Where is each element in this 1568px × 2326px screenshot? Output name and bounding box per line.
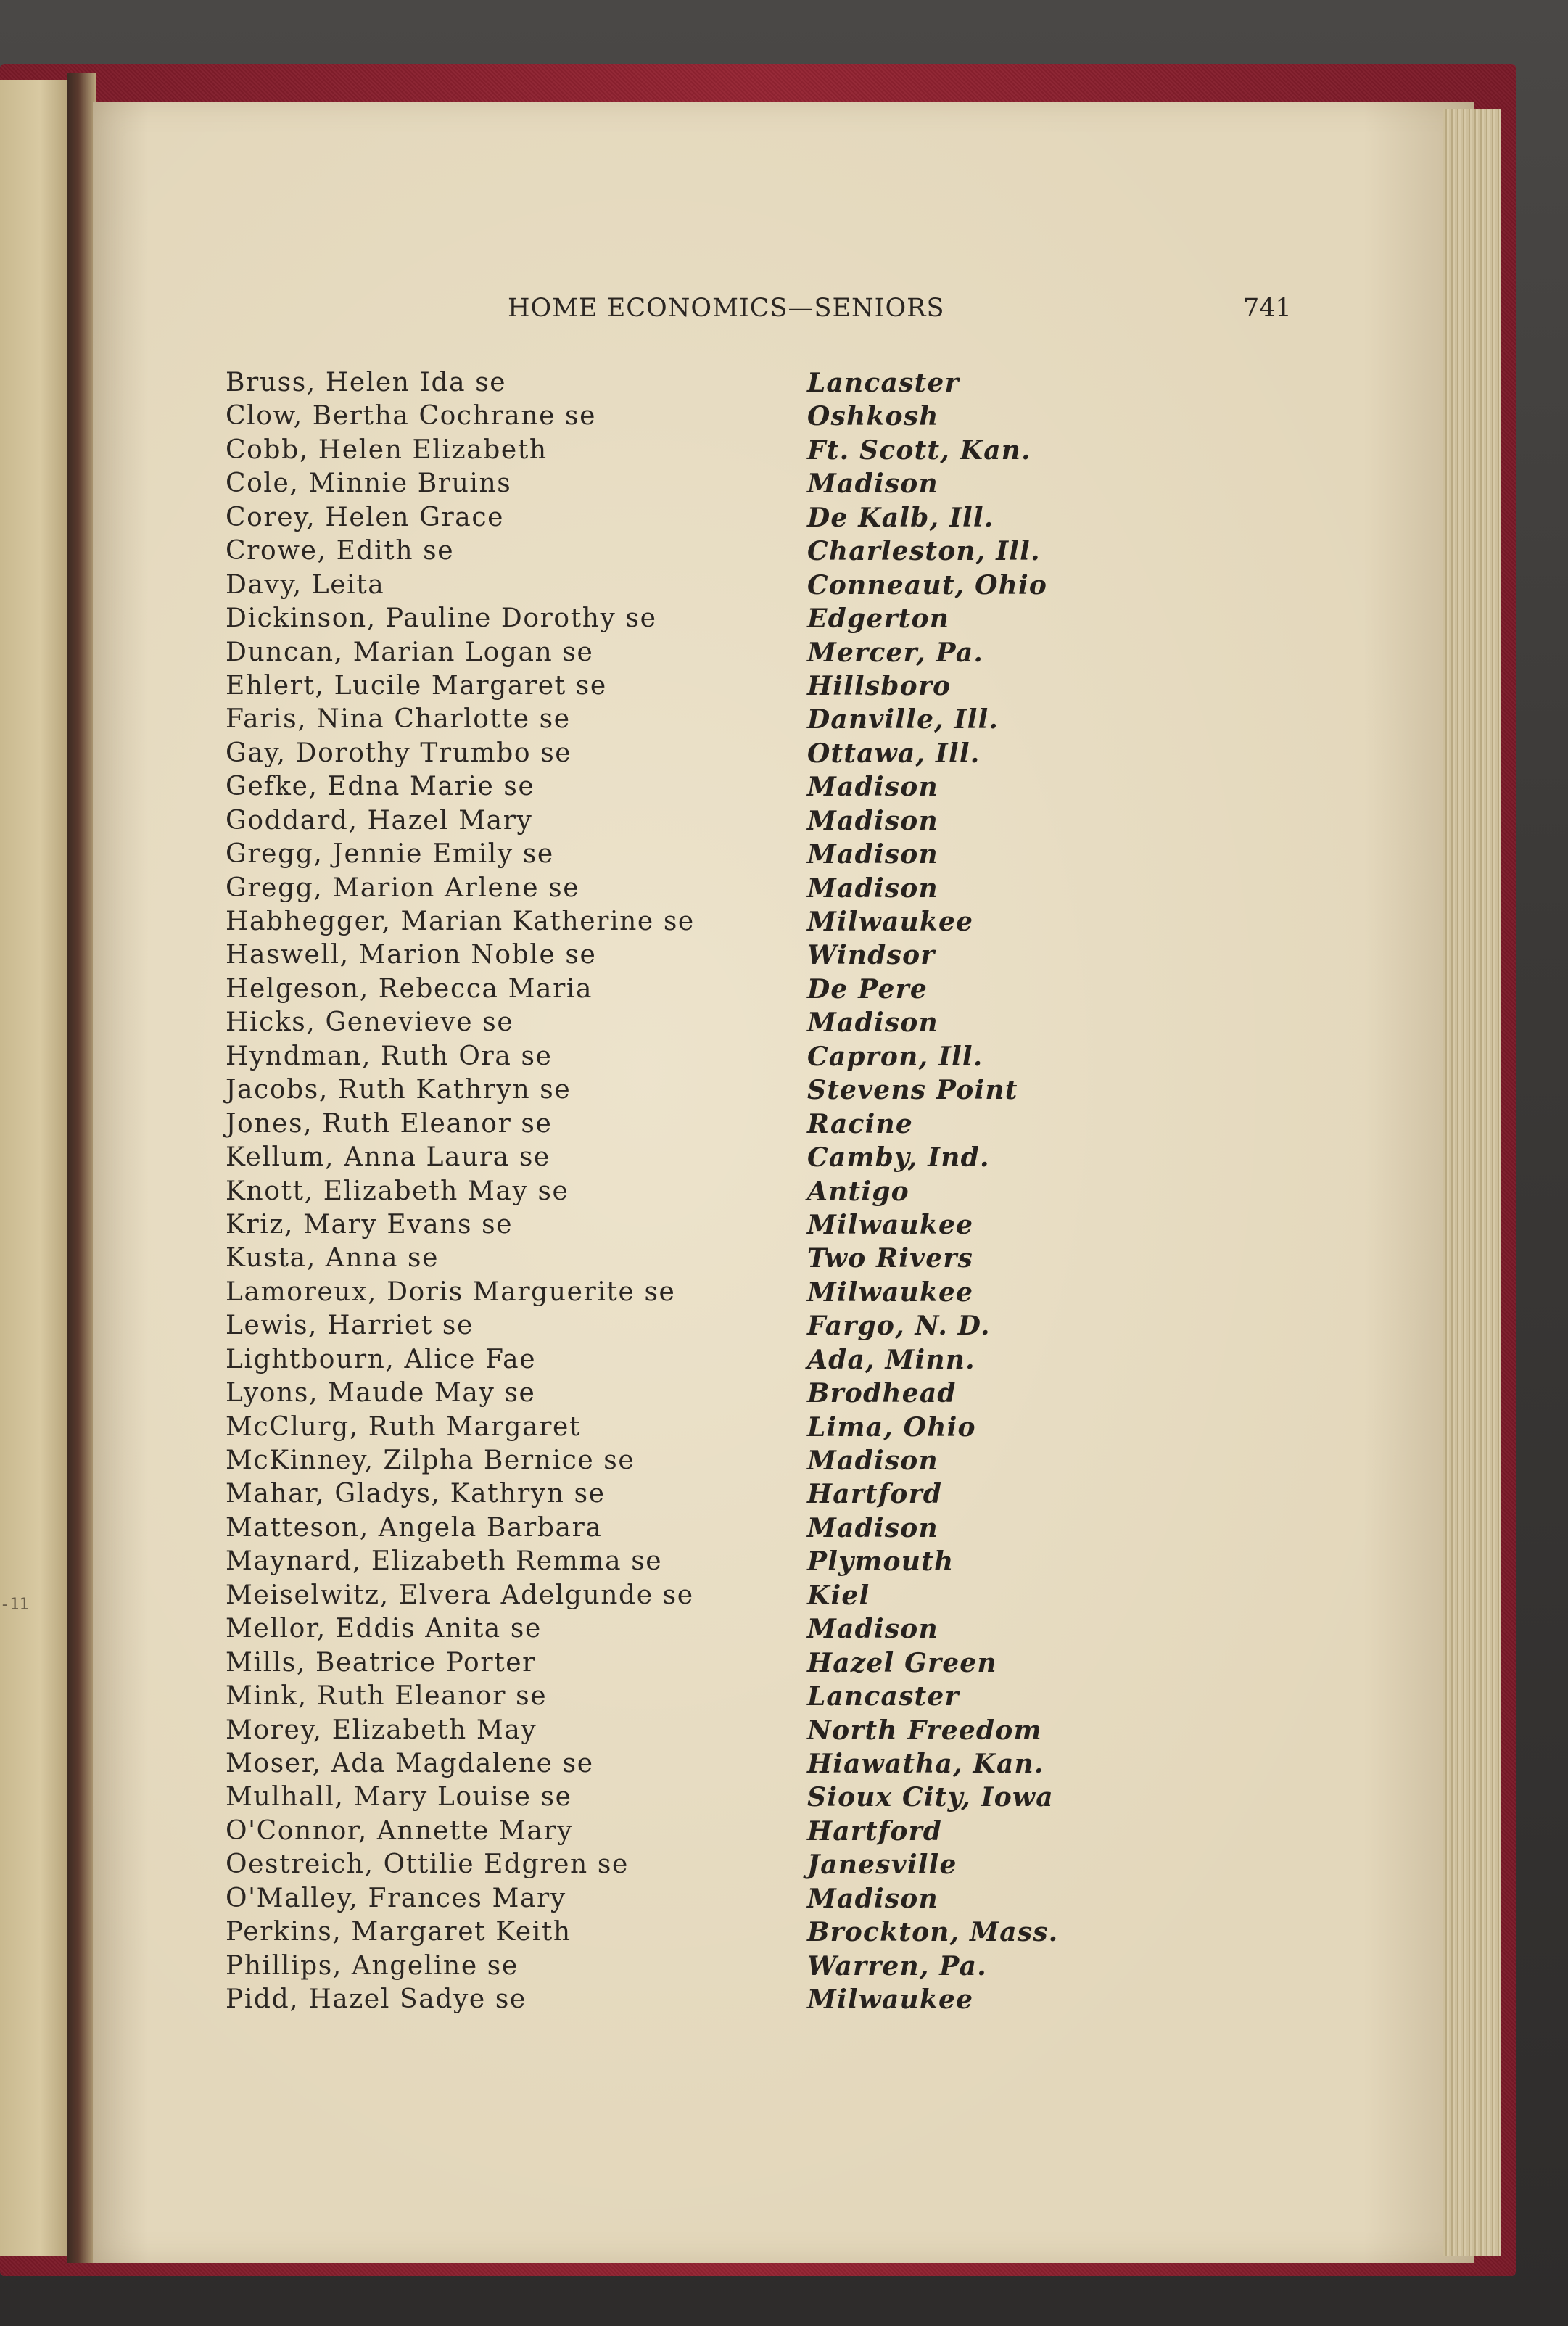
student-hometown: Capron, Ill.	[807, 1041, 983, 1072]
student-hometown: Ada, Minn.	[807, 1344, 975, 1375]
student-hometown: Windsor	[807, 940, 936, 971]
student-name: Lamoreux, Doris Marguerite se	[226, 1277, 676, 1307]
student-name: Corey, Helen Grace	[226, 502, 505, 532]
student-name: Haswell, Marion Noble se	[226, 940, 597, 970]
student-hometown: Charleston, Ill.	[807, 536, 1041, 567]
student-name: Oestreich, Ottilie Edgren se	[226, 1849, 629, 1880]
student-name: Mahar, Gladys, Kathryn se	[226, 1479, 606, 1509]
student-hometown: Lancaster	[807, 1681, 960, 1712]
student-hometown: Madison	[807, 805, 938, 836]
student-name: O'Connor, Annette Mary	[226, 1815, 574, 1846]
left-page-edge	[0, 80, 67, 2256]
student-name: Mills, Beatrice Porter	[226, 1647, 536, 1678]
student-hometown: Ft. Scott, Kan.	[807, 434, 1031, 466]
student-hometown: Madison	[807, 772, 938, 803]
student-name: Ehlert, Lucile Margaret se	[226, 670, 607, 701]
student-name: O'Malley, Frances Mary	[226, 1883, 566, 1913]
student-hometown: Madison	[807, 1512, 938, 1543]
towns-column	[807, 366, 1315, 2016]
student-name: Gefke, Edna Marie se	[226, 772, 535, 802]
student-hometown: Hartford	[807, 1815, 943, 1847]
student-hometown: Madison	[807, 839, 938, 870]
student-name: Faris, Nina Charlotte se	[226, 704, 571, 735]
student-hometown: Hazel Green	[807, 1647, 997, 1678]
student-hometown: Lima, Ohio	[807, 1411, 976, 1443]
student-hometown: Plymouth	[807, 1546, 954, 1578]
names-column	[226, 366, 777, 2016]
student-name: Meiselwitz, Elvera Adelgunde se	[226, 1580, 694, 1610]
student-name: Habhegger, Marian Katherine se	[226, 907, 695, 936]
student-hometown: De Pere	[807, 973, 928, 1005]
student-name: Duncan, Marian Logan se	[226, 637, 594, 667]
student-hometown: Kiel	[807, 1580, 870, 1611]
student-name: McKinney, Zilpha Bernice se	[226, 1445, 635, 1475]
student-name: Mulhall, Mary Louise se	[226, 1782, 572, 1812]
student-hometown: Brodhead	[807, 1378, 957, 1409]
student-name: Hyndman, Ruth Ora se	[226, 1041, 553, 1071]
student-hometown: Madison	[807, 1007, 938, 1039]
student-name: Kellum, Anna Laura se	[226, 1142, 550, 1173]
student-hometown: Hartford	[807, 1479, 943, 1510]
student-name: Knott, Elizabeth May se	[226, 1176, 569, 1206]
student-hometown: Milwaukee	[807, 907, 974, 937]
student-name: Lightbourn, Alice Fae	[226, 1344, 537, 1374]
student-hometown: Two Rivers	[807, 1243, 974, 1274]
student-hometown: Janesville	[807, 1849, 957, 1881]
student-name: Helgeson, Rebecca Maria	[226, 973, 593, 1004]
student-name: Hicks, Genevieve se	[226, 1007, 514, 1038]
student-hometown: Madison	[807, 1614, 938, 1645]
student-hometown: Fargo, N. D.	[807, 1311, 991, 1342]
student-name: Pidd, Hazel Sadye se	[226, 1984, 527, 2014]
book-gutter	[67, 73, 96, 2263]
student-name: Mink, Ruth Eleanor se	[226, 1681, 548, 1712]
student-name: Phillips, Angeline se	[226, 1950, 519, 1981]
student-hometown: Danville, Ill.	[807, 704, 999, 735]
left-page-margin-mark: -11	[0, 1596, 29, 1614]
student-hometown: Milwaukee	[807, 1984, 974, 2015]
student-hometown: Madison	[807, 873, 938, 904]
student-hometown: Madison	[807, 469, 938, 500]
running-head: HOME ECONOMICS—SENIORS	[508, 294, 945, 323]
student-hometown: Camby, Ind.	[807, 1142, 990, 1174]
student-hometown: Stevens Point	[807, 1075, 1018, 1106]
student-hometown: Sioux City, Iowa	[807, 1782, 1054, 1813]
student-name: Morey, Elizabeth May	[226, 1715, 537, 1745]
student-name: Jones, Ruth Eleanor se	[226, 1108, 553, 1139]
student-name: McClurg, Ruth Margaret	[226, 1411, 582, 1442]
student-name: Cole, Minnie Bruins	[226, 469, 512, 499]
student-hometown: Warren, Pa.	[807, 1950, 987, 1981]
student-name: Davy, Leita	[226, 569, 385, 600]
student-hometown: Ottawa, Ill.	[807, 738, 981, 769]
student-hometown: Hillsboro	[807, 670, 952, 701]
student-hometown: Milwaukee	[807, 1277, 974, 1308]
student-name: Kriz, Mary Evans se	[226, 1209, 513, 1240]
student-hometown: Antigo	[807, 1176, 909, 1207]
student-hometown: De Kalb, Ill.	[807, 502, 994, 533]
student-hometown: North Freedom	[807, 1715, 1042, 1746]
student-hometown: Racine	[807, 1108, 913, 1139]
student-hometown: Madison	[807, 1445, 938, 1476]
student-name: Goddard, Hazel Mary	[226, 805, 533, 836]
student-name: Bruss, Helen Ida se	[226, 368, 507, 397]
student-hometown: Milwaukee	[807, 1209, 974, 1240]
page-number: 741	[1243, 294, 1292, 323]
student-name: Crowe, Edith se	[226, 536, 455, 566]
student-hometown: Hiawatha, Kan.	[807, 1748, 1044, 1779]
student-name: Lyons, Maude May se	[226, 1378, 536, 1409]
student-name: Kusta, Anna se	[226, 1243, 440, 1274]
page-edges	[1443, 109, 1501, 2256]
student-name: Gregg, Jennie Emily se	[226, 839, 554, 870]
student-hometown: Brockton, Mass.	[807, 1917, 1059, 1948]
student-name: Perkins, Margaret Keith	[226, 1917, 572, 1947]
student-name: Maynard, Elizabeth Remma se	[226, 1546, 663, 1577]
student-name: Moser, Ada Magdalene se	[226, 1748, 594, 1778]
student-name: Mellor, Eddis Anita se	[226, 1614, 542, 1644]
student-name: Matteson, Angela Barbara	[226, 1512, 603, 1543]
student-name: Gregg, Marion Arlene se	[226, 873, 580, 903]
student-name: Dickinson, Pauline Dorothy se	[226, 603, 657, 634]
student-hometown: Madison	[807, 1883, 938, 1914]
student-name: Jacobs, Ruth Kathryn se	[226, 1075, 572, 1105]
student-hometown: Mercer, Pa.	[807, 637, 984, 668]
student-name: Lewis, Harriet se	[226, 1311, 474, 1341]
student-name: Cobb, Helen Elizabeth	[226, 434, 548, 465]
student-hometown: Oshkosh	[807, 401, 939, 432]
student-hometown: Conneaut, Ohio	[807, 569, 1048, 601]
student-name: Gay, Dorothy Trumbo se	[226, 738, 572, 768]
student-hometown: Lancaster	[807, 368, 960, 398]
student-name: Clow, Bertha Cochrane se	[226, 401, 597, 432]
student-hometown: Edgerton	[807, 603, 950, 635]
